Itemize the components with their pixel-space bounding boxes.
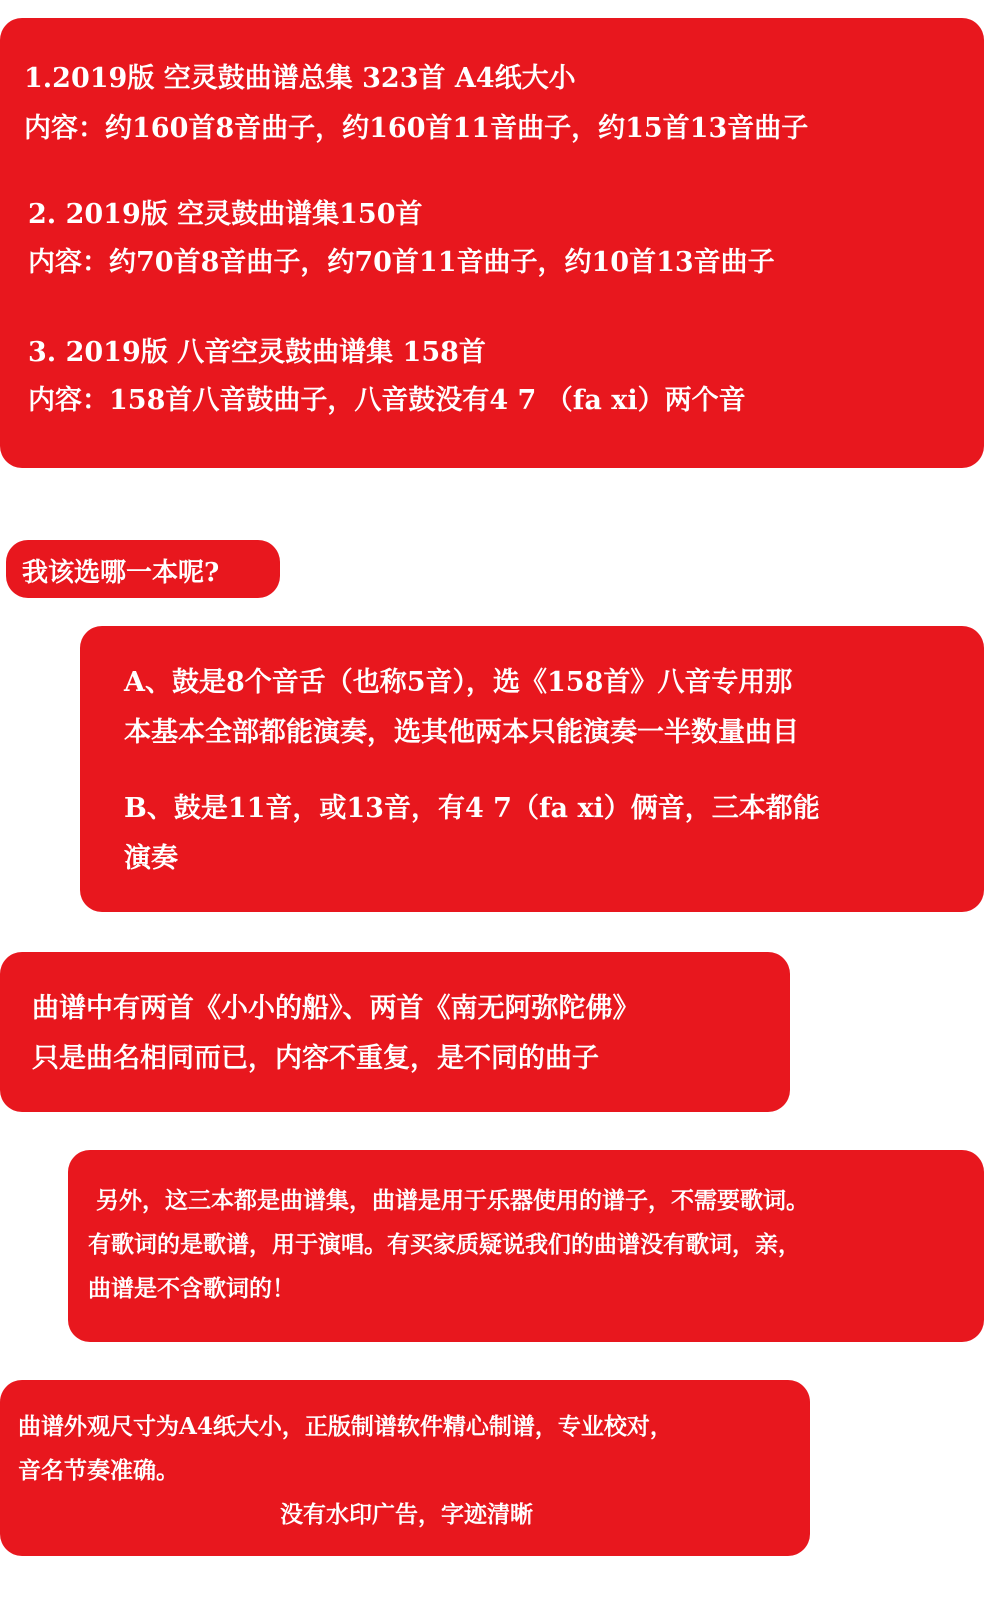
lyrics-line1: 另外，这三本都是曲谱集，曲谱是用于乐器使用的谱子，不需要歌词。 [96,1187,809,1214]
duplicate-titles-note [0,952,790,1112]
answer-a-line2: 本基本全部都能演奏，选其他两本只能演奏一半数量曲目 [124,717,799,748]
edition-2-content: 内容：约70首8音曲子，约70首11音曲子，约10首13音曲子 [28,247,775,278]
edition-2-title: 2. 2019版 空灵鼓曲谱集150首 [28,199,423,230]
answer-b-line1: B、鼓是11音，或13音，有4 7（fa xi）俩音，三本都能 [124,793,820,824]
quality-note [0,1380,810,1556]
duplicates-line2: 只是曲名相同而已，内容不重复，是不同的曲子 [32,1043,599,1074]
edition-3-title: 3. 2019版 八音空灵鼓曲谱集 158首 [28,337,486,368]
edition-1-content: 内容：约160首8音曲子，约160首11音曲子，约15首13音曲子 [24,113,809,144]
quality-line3: 没有水印广告，字迹清晰 [280,1501,533,1528]
answers-panel [80,626,984,912]
question-badge [6,540,280,598]
lyrics-note [68,1150,984,1342]
answer-b-line2: 演奏 [124,843,178,874]
lyrics-line2: 有歌词的是歌谱，用于演唱。有买家质疑说我们的曲谱没有歌词，亲， [88,1231,801,1258]
quality-line1: 曲谱外观尺寸为A4纸大小，正版制谱软件精心制谱，专业校对， [18,1413,673,1440]
lyrics-line3: 曲谱是不含歌词的！ [88,1275,295,1302]
edition-3-content: 内容：158首八音鼓曲子，八音鼓没有4 7 （fa xi）两个音 [28,385,746,416]
question-label: 我该选哪一本呢? [22,558,220,588]
duplicates-line1: 曲谱中有两首《小小的船》、两首《南无阿弥陀佛》 [32,993,640,1024]
edition-1-title: 1.2019版 空灵鼓曲谱总集 323首 A4纸大小 [24,63,576,94]
editions-panel [0,18,984,468]
quality-line2: 音名节奏准确。 [18,1457,179,1484]
answer-a-line1: A、鼓是8个音舌（也称5音），选《158首》八音专用那 [124,667,793,698]
